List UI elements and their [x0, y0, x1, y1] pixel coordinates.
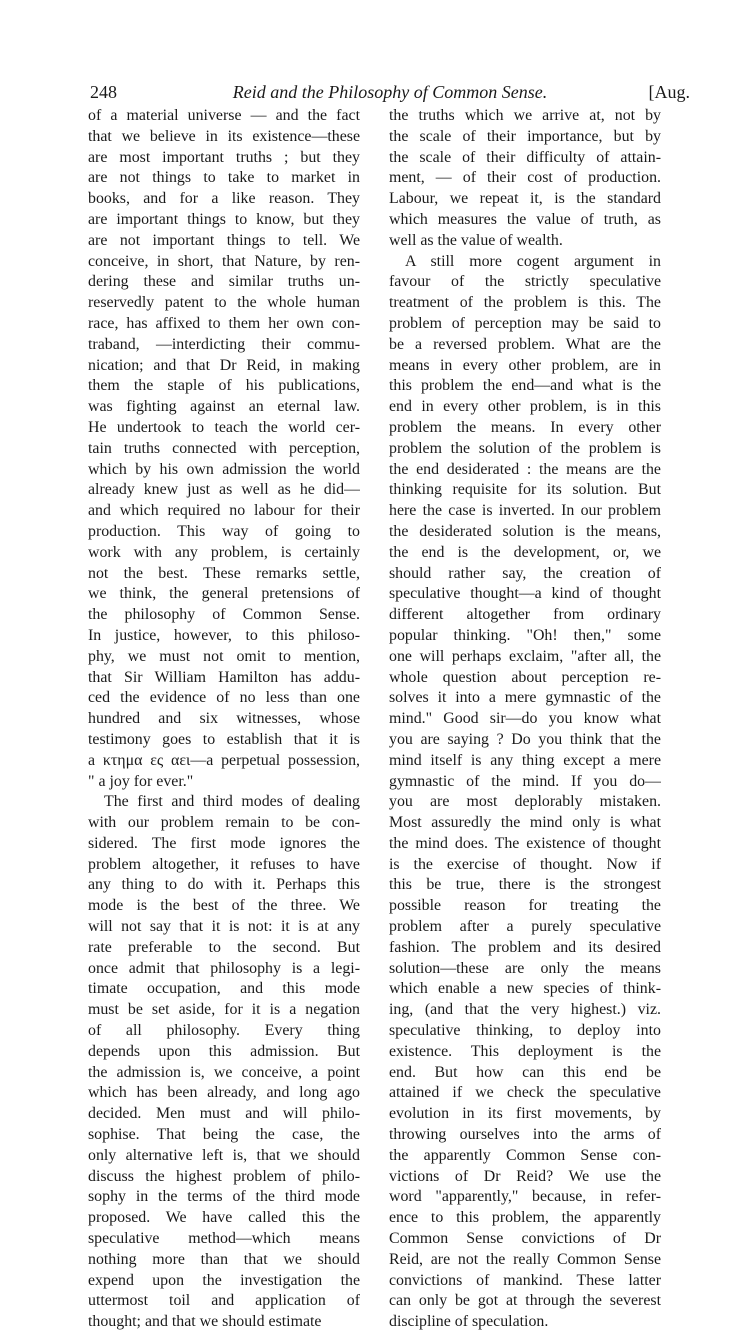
text-line: Common Sense convictions of Dr: [389, 1230, 661, 1248]
text-line: In justice, however, to this philoso-: [88, 626, 360, 644]
issue-date: [Aug.: [648, 82, 690, 102]
text-line: end in every other problem, is in this: [389, 398, 661, 416]
text-line: not the best. These remarks settle,: [88, 564, 360, 582]
text-line: throwing ourselves into the arms of: [389, 1126, 661, 1144]
text-line: them the staple of his publications,: [88, 377, 360, 395]
text-line: books, and for a like reason. They: [88, 190, 360, 208]
text-line: you are most deplorably mistaken.: [389, 793, 661, 811]
text-line: sophise. That being the case, the: [88, 1126, 360, 1144]
text-line: evolution in its first movements, by: [389, 1105, 661, 1123]
text-line: only alternative left is, that we should: [88, 1146, 360, 1164]
text-line: speculative thinking, to deploy into: [389, 1022, 661, 1040]
text-line: here the case is inverted. In our problem: [389, 502, 661, 520]
text-line: one will perhaps exclaim, "after all, the: [389, 647, 661, 665]
text-line: different altogether from ordinary: [389, 606, 661, 624]
page-header: [90, 78, 690, 106]
text-line: problem altogether, it refuses to have: [88, 855, 360, 873]
text-line: the admission is, we conceive, a point: [88, 1063, 360, 1081]
text-line: gymnastic of the mind. If you do—: [389, 772, 661, 790]
text-line: the apparently Common Sense con-: [389, 1146, 661, 1164]
text-line: are important things to know, but they: [88, 210, 360, 228]
text-line: attained if we check the speculative: [389, 1084, 661, 1102]
text-line: solves it into a mere gymnastic of the: [389, 689, 661, 707]
text-line: work with any problem, is certainly: [88, 543, 360, 561]
text-line: " a joy for ever.": [88, 772, 194, 790]
text-line: which by his own admission the world: [88, 460, 360, 478]
text-line: The first and third modes of dealing: [104, 793, 360, 811]
text-line: discipline of speculation.: [389, 1313, 549, 1331]
text-line: this be true, there is the strongest: [389, 876, 661, 894]
text-line: victions of Dr Reid? We use the: [389, 1167, 661, 1185]
text-line: nication; and that Dr Reid, in making: [88, 356, 360, 374]
text-line: word "apparently," because, in refer-: [389, 1188, 661, 1206]
text-line: proposed. We have called this the: [88, 1209, 360, 1227]
text-line: already knew just as well as he did—: [88, 481, 360, 499]
text-line: discuss the highest problem of philo-: [88, 1167, 360, 1185]
text-line: hundred and six witnesses, whose: [88, 710, 360, 728]
text-line: the truths which we arrive at, not by: [389, 107, 661, 124]
text-line: can only be got at through the severest: [389, 1292, 661, 1310]
text-line: nothing more than that we should: [88, 1250, 360, 1268]
text-line: Labour, we repeat it, is the standard: [389, 190, 661, 208]
text-line: depends upon this admission. But: [88, 1042, 360, 1060]
page-number: 248: [90, 82, 117, 102]
text-line: rate preferable to the second. But: [88, 938, 360, 956]
text-line: of a material universe — and the fact: [88, 107, 360, 124]
text-line: timate occupation, and this mode: [88, 980, 360, 998]
text-line: reservedly patent to the whole human: [88, 294, 360, 312]
text-line: expend upon the investigation the: [88, 1271, 360, 1289]
text-line: solution—these are only the means: [389, 959, 661, 977]
text-line: that we believe in its existence—these: [88, 127, 360, 145]
text-line: are most important truths ; but they: [88, 148, 360, 166]
text-line: uttermost toil and application of: [88, 1292, 360, 1310]
text-line: mind." Good sir—do you know what: [389, 710, 661, 728]
text-line: the scale of their importance, but by: [389, 127, 661, 145]
text-line: ing, (and that the very highest.) viz.: [389, 1001, 661, 1019]
text-line: be a reversed problem. What are the: [389, 335, 661, 353]
text-line: speculative thought—a kind of thought: [389, 585, 661, 603]
text-line: we think, the general pretensions of: [88, 585, 360, 603]
text-line: testimony goes to establish that it is: [88, 730, 360, 748]
text-line: race, has affixed to them her own con-: [88, 314, 360, 332]
text-line: the end desiderated : the means are the: [389, 460, 661, 478]
text-line: which has been already, and long ago: [88, 1084, 360, 1102]
text-line: thinking requisite for its solution. But: [389, 481, 661, 499]
text-line: ced the evidence of no less than one: [88, 689, 360, 707]
text-line: the end is the development, or, we: [389, 543, 661, 561]
text-line: phy, we must not omit to mention,: [88, 647, 360, 665]
text-line: with our problem remain to be con-: [88, 814, 360, 832]
text-line: the scale of their difficulty of attain-: [389, 148, 661, 166]
text-line: will not say that it is not: it is at any: [88, 918, 360, 936]
text-line: which enable a new species of think-: [389, 980, 661, 998]
text-line: sidered. The first mode ignores the: [88, 834, 360, 852]
running-title: Reid and the Philosophy of Common Sense.: [232, 82, 548, 102]
text-line: speculative method—which means: [88, 1230, 360, 1248]
text-line: ment, — of their cost of production.: [389, 169, 661, 187]
text-line: any thing to do with it. Perhaps this: [88, 876, 360, 894]
text-line: problem the solution of the problem is: [389, 439, 661, 457]
text-line: favour of the strictly speculative: [389, 273, 661, 291]
text-line: mind itself is any thing except a mere: [389, 751, 661, 769]
text-line: possible reason for treating the: [389, 897, 661, 915]
text-line: traband, —interdicting their commu-: [88, 335, 360, 353]
text-line: problem the means. In every other: [389, 418, 661, 436]
text-line: a κτημα ες αει—a perpetual possession,: [88, 751, 360, 769]
text-line: existence. This deployment is the: [389, 1042, 661, 1060]
left-text-column: [88, 106, 360, 1333]
text-line: that Sir William Hamilton has addu-: [88, 668, 360, 686]
text-line: Most assuredly the mind only is what: [389, 814, 661, 832]
text-line: the philosophy of Common Sense.: [88, 606, 360, 624]
text-line: should rather say, the creation of: [389, 564, 661, 582]
text-line: A still more cogent argument in: [405, 252, 661, 270]
text-line: are not important things to tell. We: [88, 231, 360, 249]
text-line: are not things to take to market in: [88, 169, 360, 187]
text-line: fashion. The problem and its desired: [389, 938, 661, 956]
right-text-column: [389, 106, 661, 1333]
text-line: problem after a purely speculative: [389, 918, 661, 936]
text-line: ence to this problem, the apparently: [389, 1209, 661, 1227]
text-line: Reid, are not the really Common Sense: [389, 1250, 661, 1268]
text-line: well as the value of wealth.: [389, 231, 563, 249]
text-line: was fighting against an eternal law.: [88, 398, 360, 416]
text-line: conceive, in short, that Nature, by ren-: [88, 252, 360, 270]
text-line: dering these and similar truths un-: [88, 273, 360, 291]
text-line: tain truths connected with perception,: [88, 439, 360, 457]
text-line: and which required no labour for their: [88, 502, 360, 520]
text-line: the desiderated solution is the means,: [389, 522, 661, 540]
text-line: thought; and that we should estimate: [88, 1313, 322, 1331]
text-line: popular thinking. "Oh! then," some: [389, 626, 661, 644]
text-line: which measures the value of truth, as: [389, 210, 661, 228]
text-line: once admit that philosophy is a legi-: [88, 959, 360, 977]
text-line: whole question about perception re-: [389, 668, 661, 686]
text-line: decided. Men must and will philo-: [88, 1105, 360, 1123]
text-line: sophy in the terms of the third mode: [88, 1188, 360, 1206]
text-line: convictions of mankind. These latter: [389, 1271, 661, 1289]
text-line: must be set aside, for it is a negation: [88, 1001, 360, 1019]
text-line: the mind does. The existence of thought: [389, 834, 661, 852]
text-line: problem of perception may be said to: [389, 314, 661, 332]
text-line: production. This way of going to: [88, 522, 360, 540]
text-line: this problem the end—and what is the: [389, 377, 661, 395]
text-line: mode is the best of the three. We: [88, 897, 360, 915]
text-line: treatment of the problem is this. The: [389, 294, 661, 312]
text-line: is the exercise of thought. Now if: [389, 855, 661, 873]
text-line: you are saying ? Do you think that the: [389, 730, 661, 748]
text-line: of all philosophy. Every thing: [88, 1022, 360, 1040]
text-line: means in every other problem, are in: [389, 356, 661, 374]
text-line: end. But how can this end be: [389, 1063, 661, 1081]
text-line: He undertook to teach the world cer-: [88, 418, 360, 436]
